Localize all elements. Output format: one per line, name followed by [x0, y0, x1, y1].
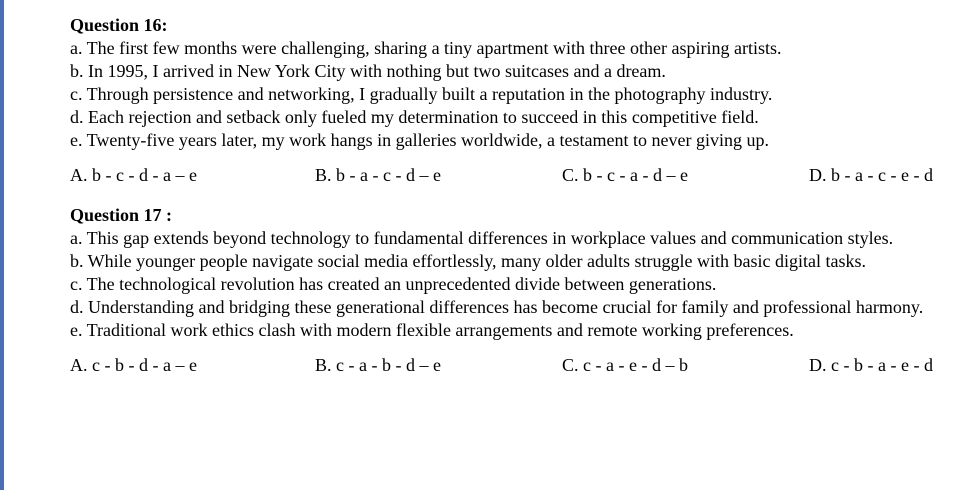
document-page	[70, 14, 970, 377]
sentence-c: c. Through persistence and networking, I gradually built a reputation in the photography industry.	[70, 84, 773, 104]
question-title: Question 17 :	[70, 205, 173, 225]
question-16	[70, 14, 970, 187]
sentence-e: e. Traditional work ethics clash with modern flexible arrangements and remote working preferences.	[70, 320, 794, 340]
option-c[interactable]: C. c - a - e - d – b	[562, 355, 688, 375]
sentence-a: a. The first few months were challenging, sharing a tiny apartment with three other aspiring artists.	[70, 38, 782, 58]
page-left-border	[0, 0, 4, 490]
sentence-a: a. This gap extends beyond technology to fundamental differences in workplace values and communication styles.	[70, 228, 894, 248]
option-d[interactable]: D. b - a - c - e - d	[809, 165, 933, 185]
option-b[interactable]: B. b - a - c - d – e	[315, 165, 441, 185]
answer-options	[70, 354, 970, 377]
option-a[interactable]: A. c - b - d - a – e	[70, 355, 197, 375]
option-c[interactable]: C. b - c - a - d – e	[562, 165, 688, 185]
sentence-b: b. In 1995, I arrived in New York City with nothing but two suitcases and a dream.	[70, 61, 666, 81]
sentence-c: c. The technological revolution has created an unprecedented divide between generations.	[70, 274, 717, 294]
sentence-d: d. Understanding and bridging these generational differences has become crucial for family and professional harmony.	[70, 297, 924, 317]
sentence-b: b. While younger people navigate social media effortlessly, many older adults struggle with basic digital tasks.	[70, 251, 866, 271]
option-b[interactable]: B. c - a - b - d – e	[315, 355, 441, 375]
option-a[interactable]: A. b - c - d - a – e	[70, 165, 197, 185]
sentence-e: e. Twenty-five years later, my work hangs in galleries worldwide, a testament to never giving up.	[70, 130, 769, 150]
answer-options	[70, 164, 970, 187]
question-title: Question 16:	[70, 15, 168, 35]
question-17	[70, 204, 970, 377]
sentence-d: d. Each rejection and setback only fueled my determination to succeed in this competitive field.	[70, 107, 759, 127]
option-d[interactable]: D. c - b - a - e - d	[809, 355, 933, 375]
